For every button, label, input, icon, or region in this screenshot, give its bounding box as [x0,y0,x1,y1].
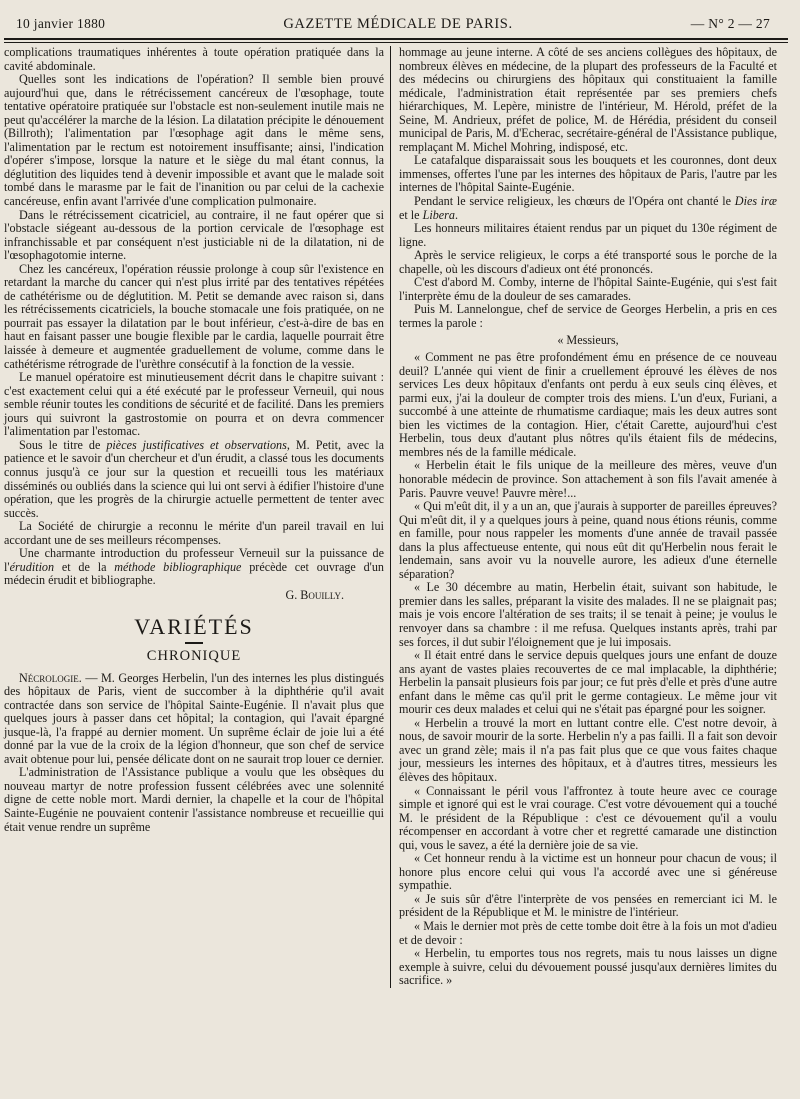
paragraph: « Cet honneur rendu à la victime est un honneur pour chacun de vous; il honore plus encore celui qui vous l'a accordé avec une si généreuse sympathie. [399,851,777,893]
sub-title: CHRONIQUE [146,647,242,664]
issue-date: 10 janvier 1880 [16,16,106,31]
paragraph: « Qui m'eût dit, il y a un an, que j'aurais à supporter de pareilles épreuves? Qui m'eût dit, il y a quelques jours à peine, quand nous étions réunis, comme en famille, pour nous rappeler les moments d'une année de travail passée dans la plus affectueuse entente, qui nous eût dit qu'Herbelin nous ferait le lendemain, sans avoir vu la nouvelle aurore, les adieux d'une éternelle séparation? [399,499,777,581]
text-run: Une charmante introduction du professeur Verneuil sur la puissance de l' [4,546,384,574]
paragraph: « Il était entré dans le service depuis quelques jours une enfant de douze ans ayant de vastes plaies recouvertes de ce mal implacable, la diphthérie; Herbelin la pansait plusieurs fois par jour; ce fut près d'elle et près d'une autre enfant dans le même cas qu'il prit le germe contagieux. Le même jour vit mourir ces deux malades et celui qui ne s'était pas épargné pour les soigner. [399,648,777,717]
header-rule [4,38,788,40]
paragraph: « Comment ne pas être profondément ému en présence de ce nouveau deuil? L'année qui vient de finir a cruellement éprouvé les élèves de nos services Les deux hôpitaux d'enfants ont perdu à eux seuls cinq élèves, et parmi eux, j'ai la douleur de compter trois des miens. L'un d'eux, Furiani, a succombé à une atteinte de rhumatisme cardiaque; mais les deux autres sont bien les victimes de la contagion. Hier, c'était Carette, aujourd'hui c'est Herbelin, tous deux d'autant plus nôtres qu'ils étaient fils de médecins, membres nés de la famille médicale. [399,350,777,459]
paragraph: « Connaissant le péril vous l'affrontez à toute heure avec ce courage simple et ignoré qui est le vrai courage. C'est votre dévouement qui a touché M. le président de la République : c'est ce dévouement qu'il a voulu récompenser en accordant à votre cher et regretté camarade une distinction qui, vous le savez, a été la dernière joie de sa vie. [399,783,777,852]
text-run: . [454,207,459,222]
journal-title: GAZETTE MÉDICALE DE PARIS. [283,16,513,32]
text-run: et de la [54,559,115,574]
header-rule-thin [4,42,788,43]
article-columns [4,46,788,988]
paragraph: Chez les cancéreux, l'opération réussie prolonge à coup sûr l'existence en retardant la marche du cancer qui n'est plus irrité par des tentatives répétées de cathétérisme ou de déglutition. M. Petit se demande avec raison si, dans les rétrécissements cicatriciels, la bouche stomacale une fois pratiquée, on ne pourrait pas essayer la dilatation par le bout inférieur, c'est-à-dire de bas en haut en faisant passer une bougie flexible par le cardia, laquelle pourrait être laissée à demeure et augmentée graduellement de volume, comme dans le cathétérisme rétrograde de l'urèthre consécutif à la fonction de la vessie. [4,261,384,371]
italic-text: Dies iræ [734,194,777,209]
paragraph: « Herbelin, tu emportes tous nos regrets, mais tu nous laisses un digne exemple à suivre, celui du dévouement poussé jusqu'aux dernières limites du sacrifice. » [399,946,777,988]
title-dash [4,636,384,644]
paragraph: Le manuel opératoire est minutieusement décrit dans le chapitre suivant : c'est exactement celui qui a été exécuté par le professeur Verneuil, qui nous semble réunir toutes les conditions de sécurité et de facilité. Dans les premiers jours qui suivront la gastrostomie on pourra et on devra commencer l'alimentation par l'estomac. [4,370,384,439]
left-column [4,46,390,988]
salutation: « Messieurs, [557,333,619,348]
paragraph: Quelles sont les indications de l'opération? Il semble bien prouvé aujourd'hui que, dans le rétrécissement cancéreux de l'œsophage, toute tentative opératoire pratiquée sur l'obstacle est non-seulement inutile mais ne peut qu'accélérer la marche de la lésion. La dilatation précipite le dénouement (Billroth); l'alimentation par l'œsophage agit dans le même sens, l'alimentation par le rectum est notoirement insuffisante; ainsi, l'indication d'opérer s'impose, lorsque la nature et le siège du mal étant connus, la déglutition des liquides tend à devenir impossible et avant que le malade soit tombé dans le marasme par le fait de l'inanition ou par celui de la cachexie cancéreuse, enfin avant l'arrivée d'une complication pulmonaire. [4,72,384,209]
paragraph: « Herbelin a trouvé la mort en luttant contre elle. C'est notre devoir, à nous, de savoir mourir de la sorte. Herbelin n'y a pas failli. Il a fait son devoir avec un grand zèle; mais il n'a pas fait plus que ce que vous faites chaque jour, messieurs les internes des hôpitaux, et à d'autres titres, messieurs les élèves des hôpitaux. [399,715,777,784]
section-title: VARIÉTÉS [134,614,254,640]
page-header [4,16,788,36]
paragraph: « Je suis sûr d'être l'interprète de vos pensées en remerciant ici M. le président de la République et M. le ministre de l'intérieur. [399,891,777,920]
paragraph [4,439,384,520]
italic-text: Libera [422,207,455,222]
paragraph: L'administration de l'Assistance publique a voulu que les obsèques du nouveau martyr de notre profession fussent célébrées avec une solennité digne de cette noble mort. Mardi dernier, la chapelle et la cour de l'hôpital Sainte-Eugénie ne pouvaient contenir l'assistance nombreuse et recueillie qui était venue rendre un suprême [4,765,384,834]
text-run: Sous le titre de [19,437,107,452]
paragraph: complications traumatiques inhérentes à toute opération pratiquée dans la cavité abdominale. [4,45,384,73]
paragraph [399,195,777,222]
paragraph: Le catafalque disparaissait sous les bouquets et les couronnes, dont deux immenses, offertes l'une par les internes des hôpitaux de Paris, l'autre par les internes de l'hôpital Sainte-Eugénie. [399,153,777,195]
paragraph: Dans le rétrécissement cicatriciel, au contraire, il ne faut opérer que si l'obstacle siégeant au-dessous de la portion cervicale de l'œsophage est infranchissable et par conséquent n'est justiciable ni de la dilatation, ni de l'œsophagotomie interne. [4,207,384,263]
text-run: précède cet ouvrage d'un médecin érudit et bibliographe. [4,559,384,588]
paragraph: La Société de chirurgie a reconnu le mérite d'un pareil travail en lui accordant une de ses meilleurs récompenses. [4,519,384,547]
text-run: , M. Petit, avec la patience et le savoir d'un chercheur et d'un érudit, a classé tous les documents connus jusqu'à ce jour sur la question et recueilli tous les matériaux disséminés ou oubliés dans la science qui lui ont servi à édifier l'histoire d'une opération, que les progrès de la chirurgie actuelle permettent de tenter avec succès. [4,437,384,520]
right-column [391,46,777,988]
paragraph: Puis M. Lannelongue, chef de service de Georges Herbelin, a pris en ces termes la parole : [399,302,777,330]
paragraph: Les honneurs militaires étaient rendus par un piquet du 130e régiment de ligne. [399,221,777,249]
paragraph: « Mais le dernier mot près de cette tombe doit être à la fois un mot d'adieu et de devoir : [399,919,777,947]
page-number: — N° 2 — 27 [690,16,770,31]
italic-text: érudition [9,559,55,574]
paragraph: « Herbelin était le fils unique de la meilleure des mères, veuve d'un honorable médecin de province. Son attachement à son fils l'avait amenée à Paris. Pauvre veuve! Pauvre mère!... [399,458,777,500]
paragraph: hommage au jeune interne. A côté de ses anciens collègues des hôpitaux, de nombreux élèves en médecine, de la plupart des professeurs de la Faculté et des médecins ou chirurgiens des hôpitaux qui constituaient la famille médicale, l'administration était représentée par ses premiers chefs hiérarchiques, M. Lepère, ministre de l'intérieur, M. Hérold, préfet de la Seine, M. Andrieux, préfet de police, M. de Hérédia, président du conseil municipal de Paris, M. d'Echerac, secrétaire-général de l'Assistance publique, remplaçant M. Michel Mohring, indisposé, etc. [399,45,777,154]
paragraph: « Le 30 décembre au matin, Herbelin était, suivant son habitude, le premier dans les salles, préparant la visite des malades. Il ne se plaignait pas; mais je vois encore l'altération de ses traits; il se tenait à peine; je voulus le renvoyer dans sa chambre : il me refusa. Quelques instants après, trahi par ses forces, il dut subir l'éloignement que je lui imposais. [399,580,777,649]
text-run: Pendant le service religieux, les chœurs de l'Opéra ont chanté le [414,194,735,209]
paragraph [4,547,384,588]
paragraph: C'est d'abord M. Comby, interne de l'hôpital Sainte-Eugénie, qui s'est fait l'interprète ému de la douleur de ses camarades. [399,275,777,303]
text-run: et le [399,207,423,222]
italic-text: pièces justificatives et observations [106,437,287,452]
author-signature: G. Bouilly. [285,587,344,602]
paragraph [4,672,384,767]
text-run: — M. Georges Herbelin, l'un des internes les plus distingués des hôpitaux de Paris, vient de succomber à la diphthérie qu'il avait contractée dans son service de l'hôpital Sainte-Eugénie. Il n'avait plus que quelques jours à passer dans cet hôpital; la contagion, qui l'avait épargné jusque-là, l'a frappé au dernier moment. Un suprême éclair de joie lui a été donné par la vue de la croix de la légion d'honneur, que son chef de service avait obtenue pour lui, pensée délicate dont on ne saurait trop louer ce dernier. [4,670,384,766]
necrology-label: Nécrologie. [19,670,82,685]
paragraph: Après le service religieux, le corps a été transporté sous le porche de la chapelle, où les discours d'adieux ont été prononcés. [399,248,777,276]
italic-text: méthode bibliographique [114,559,242,574]
